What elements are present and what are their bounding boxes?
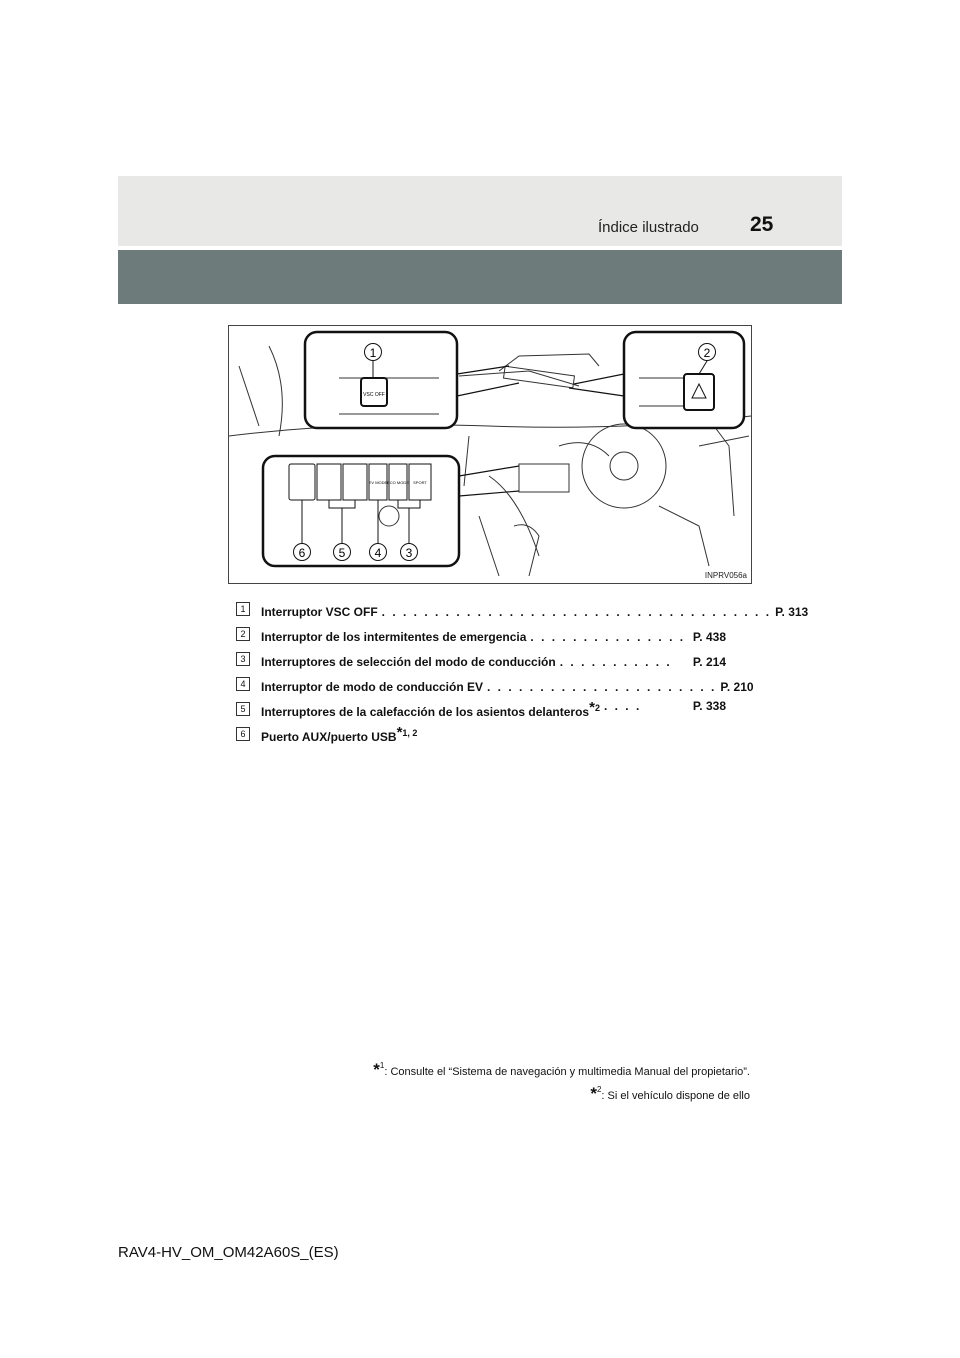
page-reference[interactable]: P. 338 xyxy=(692,699,726,713)
list-item xyxy=(236,594,809,619)
callout-6: 6 xyxy=(298,546,306,560)
list-item xyxy=(236,694,726,719)
sport-mode-label: SPORT xyxy=(413,480,427,485)
dashboard-illustration xyxy=(228,325,752,584)
item-label: Puerto AUX/puerto USB*$^{1, 2}$ xyxy=(261,724,418,744)
page-reference[interactable]: P. 210 xyxy=(720,680,754,694)
page-reference[interactable]: P. 438 xyxy=(692,630,726,644)
vsc-switch-label: VSC OFF xyxy=(363,392,385,398)
ev-mode-label: EV MODE xyxy=(368,480,388,485)
page-reference[interactable]: P. 313 xyxy=(775,605,809,619)
eco-mode-label: ECO MODE xyxy=(387,480,409,485)
item-leader: . . . . xyxy=(603,699,642,713)
item-number: 5 xyxy=(236,702,250,716)
item-number: 2 xyxy=(236,627,250,641)
list-item xyxy=(236,644,726,669)
callout-2: 2 xyxy=(703,346,711,360)
footnote: *$^2$: Si el vehículo dispone de ello xyxy=(590,1084,750,1103)
header-band xyxy=(118,176,842,246)
item-label: Interruptor VSC OFF xyxy=(261,605,378,619)
document-model-code: RAV4-HV_OM_OM42A60S_(ES) xyxy=(118,1244,339,1261)
list-item xyxy=(236,619,726,644)
item-label: Interruptor de los intermitentes de emergencia xyxy=(261,630,527,644)
item-number: 4 xyxy=(236,677,250,691)
section-title: Índice ilustrado xyxy=(598,219,699,236)
item-number: 1 xyxy=(236,602,250,616)
page-number: 25 xyxy=(750,213,774,236)
item-leader: . . . . . . . . . . . . . . . xyxy=(530,630,686,644)
item-label: Interruptores de la calefacción de los asientos delanteros*$^2$ xyxy=(261,699,600,719)
callout-5: 5 xyxy=(338,546,346,560)
figure-code: INPRV056a xyxy=(704,571,747,580)
section-bar xyxy=(118,250,842,304)
item-label: Interruptores de selección del modo de conducción xyxy=(261,655,556,669)
callout-4: 4 xyxy=(374,546,382,560)
item-leader: . . . . . . . . . . . xyxy=(559,655,672,669)
item-leader: . . . . . . . . . . . . . . . . . . . . . . xyxy=(487,680,717,694)
item-leader: . . . . . . . . . . . . . . . . . . . . . . . . . . . . . . . . . . . . . xyxy=(381,605,772,619)
callout-1: 1 xyxy=(369,346,377,360)
item-number: 6 xyxy=(236,727,250,741)
callout-3: 3 xyxy=(405,546,413,560)
page-reference[interactable]: P. 214 xyxy=(692,655,726,669)
list-item xyxy=(236,719,726,744)
footnotes xyxy=(373,1060,750,1108)
footnote: *$^1$: Consulte el “Sistema de navegación y multimedia Manual del propietario”. xyxy=(373,1060,750,1079)
dashboard-drawing xyxy=(229,326,751,583)
item-label: Interruptor de modo de conducción EV xyxy=(261,680,484,694)
component-list xyxy=(236,594,809,744)
item-number: 3 xyxy=(236,652,250,666)
list-item xyxy=(236,669,754,694)
